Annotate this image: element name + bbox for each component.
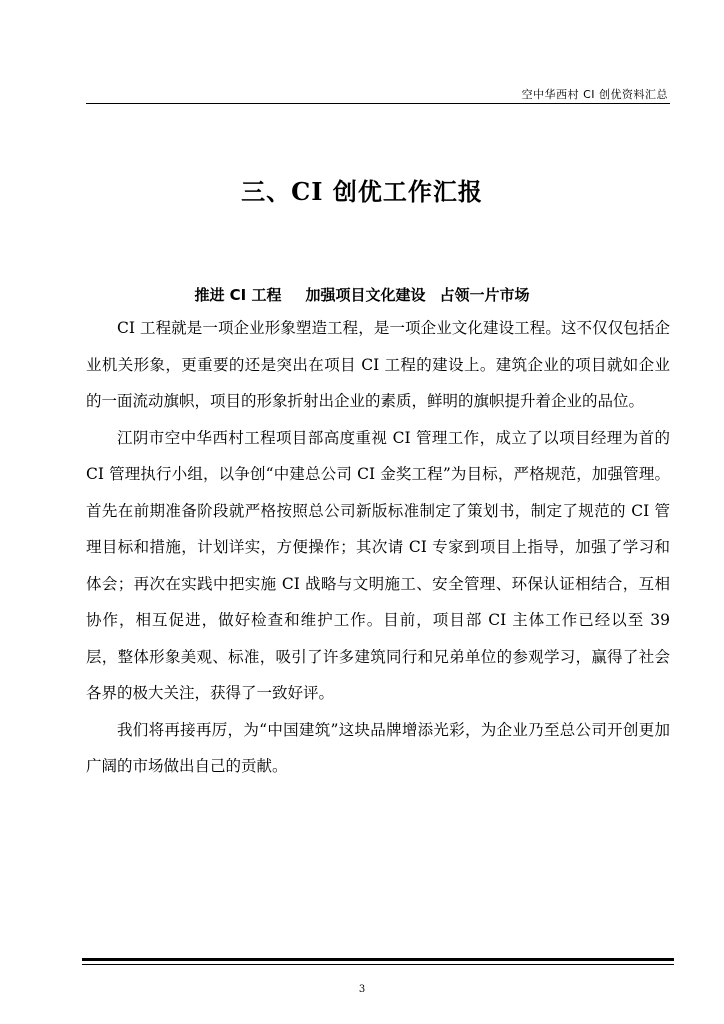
subtitle-part-3: 占领一片市场 bbox=[439, 286, 530, 304]
subtitle-part-2: 加强项目文化建设 bbox=[305, 286, 426, 304]
body-text bbox=[86, 310, 670, 785]
footer-divider-thick bbox=[82, 958, 674, 961]
paragraph-3: 我们将再接再厉，为“中国建筑”这块品牌增添光彩，为企业乃至总公司开创更加广阔的市场做出自己的贡献。 bbox=[86, 720, 670, 775]
paragraph-1: CI 工程就是一项企业形象塑造工程，是一项企业文化建设工程。这不仅仅包括企业机关形象，更重要的还是突出在项目 CI 工程的建设上。建筑企业的项目就如企业的一面流动旗帜，项目的形象折射出企业的素质，鲜明的旗帜提升着企业的品位。 bbox=[86, 319, 670, 410]
page-number: 3 bbox=[358, 984, 366, 995]
header-divider bbox=[86, 103, 670, 104]
running-header: 空中华西村 CI 创优资料汇总 bbox=[521, 88, 668, 101]
paragraph-2: 江阴市空中华西村工程项目部高度重视 CI 管理工作，成立了以项目经理为首的 CI 管理执行小组，以争创“中建总公司 CI 金奖工程”为目标，严格规范，加强管理。首先在前期准备阶段就严格按照总公司新版标准制定了策划书，制定了规范的 CI 管理目标和措施，计划详实，方便操作；其次请 CI 专家到项目上指导，加强了学习和体会；再次在实践中把实施 CI 战略与文明施工、安全管理、环保认证相结合，互相协作，相互促进，做好检查和维护工作。目前，项目部 CI 主体工作已经以至 39 层，整体形象美观、标准，吸引了许多建筑同行和兄弟单位的参观学习，赢得了社会各界的极大关注，获得了一致好评。 bbox=[86, 428, 670, 702]
section-subtitle bbox=[0, 284, 724, 305]
footer-divider-thin bbox=[82, 964, 674, 965]
page-title: 三、CI 创优工作汇报 bbox=[241, 177, 483, 206]
subtitle-part-1: 推进 CI 工程 bbox=[194, 286, 282, 304]
